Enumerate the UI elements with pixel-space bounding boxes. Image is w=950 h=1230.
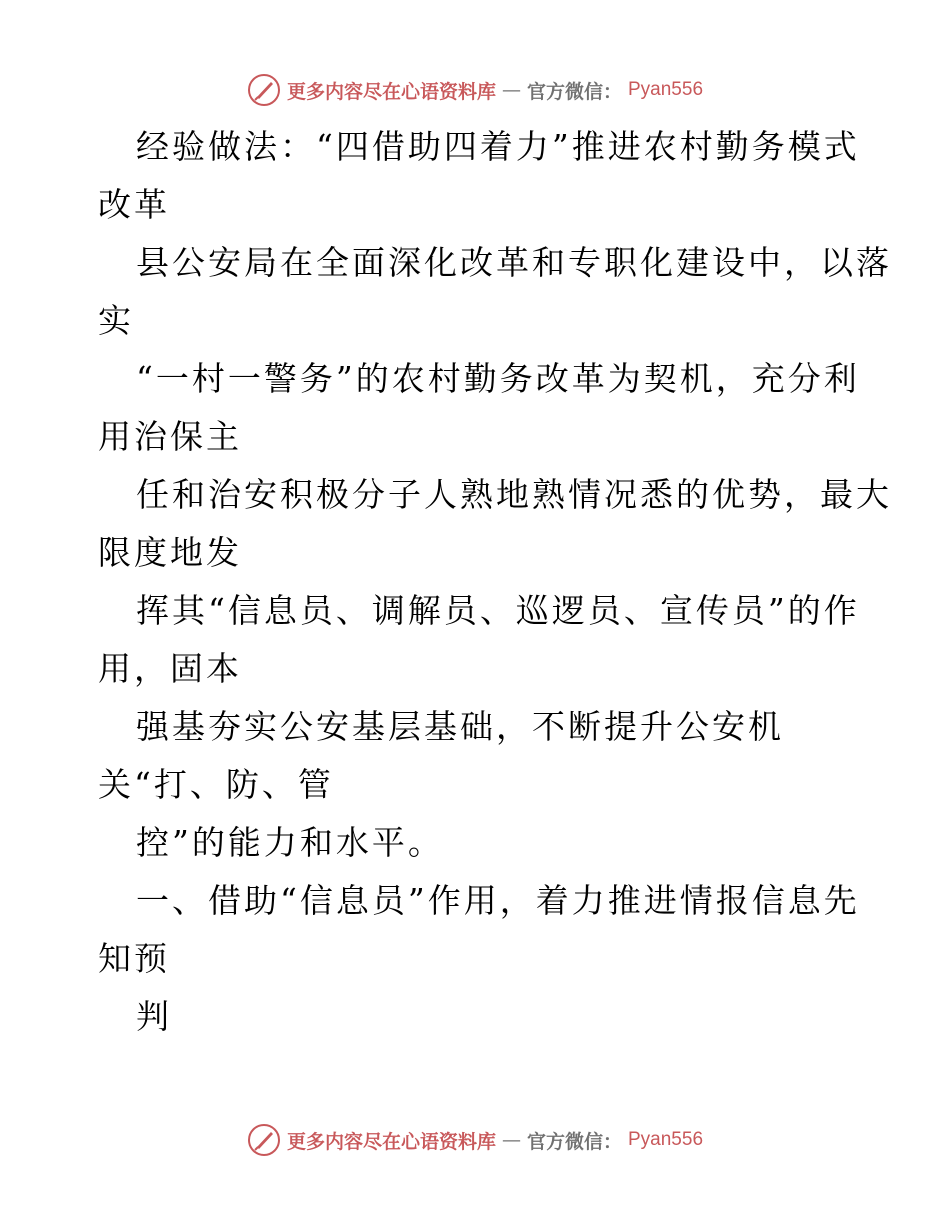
text-line: 强基夯实公安基层基础，不断提升公安机 — [136, 707, 784, 746]
quill-logo-icon — [247, 73, 281, 107]
watermark-wechat-id: Pyan556 — [628, 79, 704, 100]
section-heading-line: 知预 — [98, 939, 170, 978]
text-line: 用，固本 — [98, 649, 242, 688]
watermark-contact-label: 官方微信： — [526, 80, 622, 103]
text-line: 关“打、防、管 — [98, 765, 334, 804]
text-line: 任和治安积极分子人熟地熟情况悉的优势，最大 — [136, 475, 892, 514]
section-heading-line: 一、借助“信息员”作用，着力推进情报信息先 — [136, 881, 860, 920]
watermark-wechat-id: Pyan556 — [628, 1129, 704, 1150]
watermark-separator: — — [501, 1129, 521, 1151]
header-watermark — [0, 70, 950, 110]
text-line: “一村一警务”的农村勤务改革为契机，充分利 — [136, 359, 860, 398]
text-line: 限度地发 — [98, 533, 242, 572]
text-line: 控”的能力和水平。 — [136, 823, 444, 862]
section-heading-line: 判 — [136, 997, 172, 1036]
text-line: 挥其“信息员、调解员、巡逻员、宣传员”的作 — [136, 591, 860, 630]
text-line: 县公安局在全面深化改革和专职化建设中，以落 — [136, 243, 892, 282]
footer-watermark — [0, 1120, 950, 1160]
quill-logo-icon — [247, 1123, 281, 1157]
watermark-separator: — — [501, 79, 521, 101]
text-line: 改革 — [98, 185, 170, 224]
document-body — [98, 118, 892, 1046]
text-line: 用治保主 — [98, 417, 242, 456]
watermark-contact-label: 官方微信： — [526, 1130, 622, 1153]
watermark-main-text: 更多内容尽在心语资料库 — [286, 80, 496, 103]
watermark-main-text: 更多内容尽在心语资料库 — [286, 1130, 496, 1153]
text-line: 经验做法：“四借助四着力”推进农村勤务模式 — [136, 127, 860, 166]
text-line: 实 — [98, 301, 134, 340]
